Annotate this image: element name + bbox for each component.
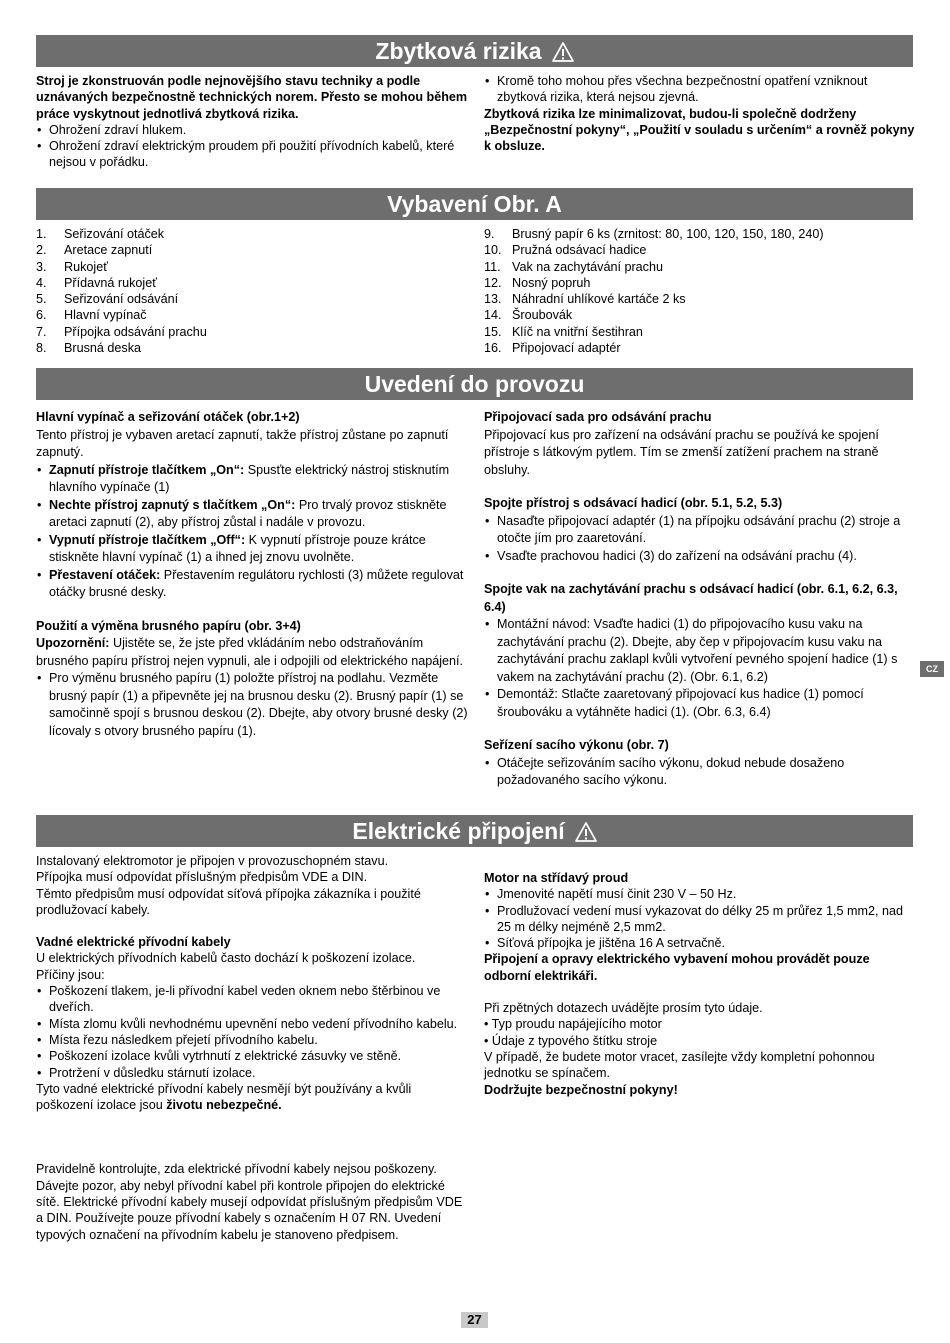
list-item: 1. Seřizování otáček bbox=[36, 227, 165, 241]
list-item: • Prodlužovací vedení musí vykazovat do délky 25 m průřez 1,5 mm2, nad 25 m délky nejméně 2,5 mm2. bbox=[484, 903, 916, 936]
list-item: 4. Přídavná rukojeť bbox=[36, 275, 157, 290]
list-item: • Demontáž: Stlačte zaaretovaný připojovací kus hadice (1) pomocí šroubováku a vytáhněte hadici (1). (Obr. 6.3, 6.4) bbox=[484, 686, 916, 721]
list-item: • Vypnutí přístroje tlačítkem „Off“: K vypnutí přístroje pouze krátce stiskněte hlavní vypínač (1) a ihned jej znovu uvolněte. bbox=[36, 532, 468, 567]
list-item: 11. Vak na zachytávání prachu bbox=[484, 259, 663, 274]
list-item: • Ohrožení zdraví hlukem. bbox=[36, 122, 468, 138]
list-item: 5. Seřizování odsávání bbox=[36, 292, 179, 307]
elektricke-left: Instalovaný elektromotor je připojen v provozuschopném stavu. Přípojka musí odpovídat příslušným předpisům VDE a DIN. Těmto předpisům musí odpovídat síťová přípojka zákazníka i použité prodlužovací kabely. Vadné elektrické přívodní kabely U elektrických přívodních kabelů často dochází k poškození izolace. Příčiny jsou: • Poškození tlakem, je-li přívodní kabel veden oknem nebo štěrbinou ve dveřích. • Místa zlomu kvůli nevhodnému upevnění nebo vedení přívodního kabelu. • Místa řezu následkem přejetí přívodního kabelu. • Poškození izolace kvůli vytrhnutí z elektrické zásuvky ve stěně. • Protržení v důsledku stárnutí izolace. Tyto vadné elektrické přívodní kabely nesmějí být používány a kvůli poškození izolace jsou životu nebezpečné. Pravidelně kontrolujte, zda elektrické přívodní kabely nejsou poškozeny. Dávejte pozor, aby nebyl přívodní kabel při kontrole připojen do elektrické sítě. Elektrické přívodní kabely musejí odpovídat příslušným předpisům VDE a DIN. Používejte pouze přívodní kabely s označením H 07 RN. Uvedení typových označení na přívodním kabelu je stanoveno předpisem. bbox=[36, 853, 468, 1243]
warning-icon bbox=[575, 818, 597, 850]
list-item: 10. Pružná odsávací hadice bbox=[484, 243, 647, 258]
list-item: 16. Připojovací adaptér bbox=[484, 341, 621, 356]
vybaveni-left bbox=[36, 226, 468, 356]
list-item: • Vsaďte prachovou hadici (3) do zařízení na odsávání prachu (4). bbox=[484, 548, 916, 566]
list-item: • Kromě toho mohou přes všechna bezpečnostní opatření vzniknout zbytková rizika, která nejsou zjevná. bbox=[484, 73, 916, 106]
list-item: • Nasaďte připojovací adaptér (1) na přípojku odsávání prachu (2) stroje a otočte jím pro zaaretování. bbox=[484, 513, 916, 548]
list-item: • Poškození izolace kvůli vytrhnutí z elektrické zásuvky ve stěně. bbox=[36, 1048, 468, 1064]
list-item: 2. Aretace zapnutí bbox=[36, 243, 153, 258]
list-item: 6. Hlavní vypínač bbox=[36, 308, 147, 323]
provoz-left: Hlavní vypínač a seřizování otáček (obr.1+2) Tento přístroj je vybaven aretací zapnutí, takže přístroj zůstane po zapnutí zapnutý. • Zapnutí přístroje tlačítkem „On“: Spusťte elektrický nástroj stisknutím hlavního vypínače (1) • Nechte přístroj zapnutý s tlačítkem „On“: Pro trvalý provoz stiskněte aretaci zapnutí (2), aby přístroj zůstal i nadále v provozu. • Vypnutí přístroje tlačítkem „Off“: K vypnutí přístroje pouze krátce stiskněte hlavní vypínač (1) a ihned jej znovu uvolněte. • Přestavení otáček: Přestavením regulátoru rychlosti (3) můžete regulovat otáčky brusné desky. Použití a výměna brusného papíru (obr. 3+4) Upozornění: Ujistěte se, že jste před vkládáním nebo odstraňováním brusného papíru přístroj nejen vypnuli, ale i odpojili od elektrického napájení. • Pro výměnu brusného papíru (1) položte přístroj na podlahu. Vezměte brusný papír (1) a připevněte jej na brusnou desku (2). Brusný papír (1) se samočinně spojí s brusnou deskou (2). Dbejte, aby otvory brusné desky (2) lícovaly s otvory brusného papíru (1). bbox=[36, 409, 468, 740]
elektricke-right: Motor na střídavý proud • Jmenovité napětí musí činit 230 V – 50 Hz. • Prodlužovací vedení musí vykazovat do délky 25 m průřez 1,5 mm2, nad 25 m délky nejméně 2,5 mm2. • Síťová přípojka je jištěna 16 A setrvačně. Připojení a opravy elektrického vybavení mohou provádět pouze odborní elektrikáři. Při zpětných dotazech uvádějte prosím tyto údaje. • Typ proudu napájejícího motor • Údaje z typového štítku stroje V případě, že budete motor vracet, zasílejte vždy kompletní pohonnou jednotku se spínačem. Dodržujte bezpečnostní pokyny! bbox=[484, 870, 916, 1098]
section-title-elektricke: Elektrické připojení bbox=[36, 815, 913, 847]
section-title-rizika: Zbytková rizika bbox=[36, 35, 913, 67]
section-title-vybaveni: Vybavení Obr. A bbox=[36, 188, 913, 220]
list-item: 14. Šroubovák bbox=[484, 308, 573, 323]
provoz-right: Připojovací sada pro odsávání prachu Připojovací kus pro zařízení na odsávání prachu se používá ke spojení přístroje s látkovým pytlem. Tím se zmenší zatížení prachem na straně obsluhy. Spojte přístroj s odsávací hadicí (obr. 5.1, 5.2, 5.3) • Nasaďte připojovací adaptér (1) na přípojku odsávání prachu (2) stroje a otočte jím pro zaaretování. • Vsaďte prachovou hadici (3) do zařízení na odsávání prachu (4). Spojte vak na zachytávání prachu s odsávací hadicí (obr. 6.1, 6.2, 6.3, 6.4) • Montážní návod: Vsaďte hadici (1) do připojovacího kusu vaku na zachytávání prachu (2). Dbejte, aby čep v připojovacím kusu vaku na zachytávání prachu zaklapl kvůli vytvoření pevného spojení hadice (1) s vakem na zachytávání prachu (2). (Obr. 6.1, 6.2) • Demontáž: Stlačte zaaretovaný připojovací kus hadice (1) pomocí šroubováku a vytáhněte hadici (1). (Obr. 6.3, 6.4) Seřízení sacího výkonu (obr. 7) • Otáčejte seřizováním sacího výkonu, dokud nebude dosaženo požadovaného sacího výkonu. bbox=[484, 409, 916, 790]
list-item: • Pro výměnu brusného papíru (1) položte přístroj na podlahu. Vezměte brusný papír (1) a připevněte jej na brusnou desku (2). Brusný papír (1) se samočinně spojí s brusnou deskou (2). Dbejte, aby otvory brusné desky (2) lícovaly s otvory brusného papíru (1). bbox=[36, 670, 468, 740]
warning-icon bbox=[552, 38, 574, 70]
list-item: • Místa řezu následkem přejetí přívodního kabelu. bbox=[36, 1032, 468, 1048]
list-item: • Otáčejte seřizováním sacího výkonu, dokud nebude dosaženo požadovaného sacího výkonu. bbox=[484, 755, 916, 790]
vybaveni-right bbox=[484, 226, 924, 356]
list-item: • Protržení v důsledku stárnutí izolace. bbox=[36, 1065, 468, 1081]
page-number: 27 bbox=[461, 1312, 488, 1328]
list-item: 13. Náhradní uhlíkové kartáče 2 ks bbox=[484, 292, 686, 307]
list-item: • Montážní návod: Vsaďte hadici (1) do připojovacího kusu vaku na zachytávání prachu (2). Dbejte, aby čep v připojovacím kusu vaku na zachytávání prachu zaklapl kvůli vytvoření pevného spojení hadice (1) s vakem na zachytávání prachu (2). (Obr. 6.1, 6.2) bbox=[484, 616, 916, 686]
list-item: 9. Brusný papír 6 ks (zrnitost: 80, 100, 120, 150, 180, 240) bbox=[484, 227, 824, 241]
list-item: 3. Rukojeť bbox=[36, 259, 108, 274]
list-item: 12. Nosný popruh bbox=[484, 275, 591, 290]
list-item: 8. Brusná deska bbox=[36, 341, 142, 356]
list-item: • Přestavení otáček: Přestavením regulátoru rychlosti (3) můžete regulovat otáčky brusné desky. bbox=[36, 567, 468, 602]
list-item: 15. Klíč na vnitřní šestihran bbox=[484, 324, 643, 339]
list-item: 7. Přípojka odsávání prachu bbox=[36, 324, 207, 339]
list-item: • Poškození tlakem, je-li přívodní kabel veden oknem nebo štěrbinou ve dveřích. bbox=[36, 983, 468, 1016]
list-item: • Místa zlomu kvůli nevhodnému upevnění nebo vedení přívodního kabelu. bbox=[36, 1016, 468, 1032]
list-item: • Nechte přístroj zapnutý s tlačítkem „On“: Pro trvalý provoz stiskněte aretaci zapnutí (2), aby přístroj zůstal i nadále v provozu. bbox=[36, 497, 468, 532]
list-item: • Ohrožení zdraví elektrickým proudem při použití přívodních kabelů, které nejsou v pořádku. bbox=[36, 138, 468, 171]
list-item: • Síťová přípojka je jištěna 16 A setrvačně. bbox=[484, 935, 916, 951]
language-tag: CZ bbox=[920, 661, 944, 677]
section-title-provoz: Uvedení do provozu bbox=[36, 368, 913, 400]
list-item: • Zapnutí přístroje tlačítkem „On“: Spusťte elektrický nástroj stisknutím hlavního vypínače (1) bbox=[36, 462, 468, 497]
rizika-left: Stroj je zkonstruován podle nejnovějšího stavu techniky a podle uznávaných bezpečnostně technických norem. Přesto se mohou během práce vyskytnout jednotlivá zbytková rizika. • Ohrožení zdraví hlukem. • Ohrožení zdraví elektrickým proudem při použití přívodních kabelů, které nejsou v pořádku. bbox=[36, 73, 468, 171]
list-item: • Jmenovité napětí musí činit 230 V – 50 Hz. bbox=[484, 886, 916, 902]
rizika-right: • Kromě toho mohou přes všechna bezpečnostní opatření vzniknout zbytková rizika, která nejsou zjevná. Zbytková rizika lze minimalizovat, budou-li společně dodrženy „Bezpečnostní pokyny“, „Použití v souladu s určením“ a rovněž pokyny k obsluze. bbox=[484, 73, 916, 154]
